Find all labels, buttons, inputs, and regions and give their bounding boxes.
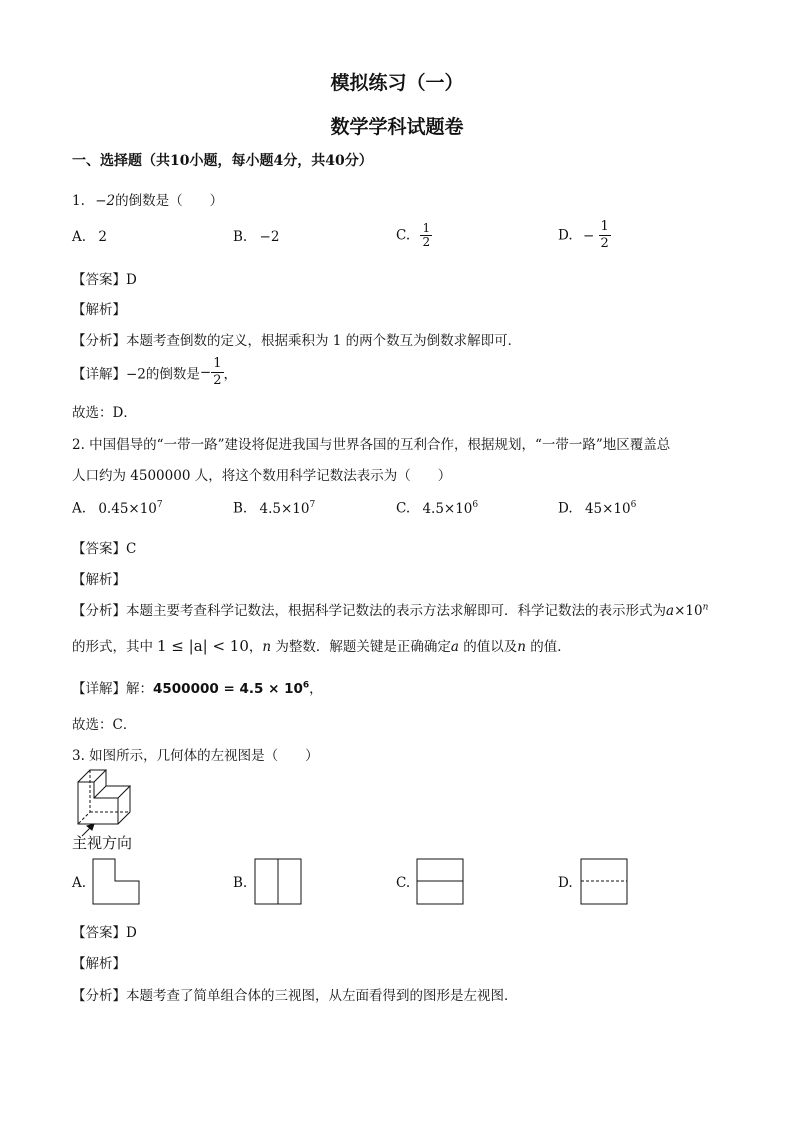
q2-fenxi-text: 本题主要考查科学记数法，根据科学记数法的表示方法求解即可．科学记数法的表示形式为 bbox=[126, 603, 666, 619]
q1-analysis-tag: 【解析】 bbox=[72, 302, 126, 318]
q1-option-d-numerator: 1 bbox=[600, 219, 609, 234]
q1-detail-text: −2的倒数是 bbox=[126, 366, 200, 383]
q1-fenxi bbox=[72, 329, 521, 349]
question-1-stem bbox=[72, 189, 223, 209]
q2-fenxi-form-a: a bbox=[666, 603, 675, 619]
q1-answer-value: D bbox=[126, 272, 137, 288]
q2-detail bbox=[72, 677, 323, 697]
q2-fenxi-line-2-c: 为整数．解题关键是正确确定 bbox=[271, 639, 451, 655]
q1-option-c-label: C. bbox=[396, 227, 411, 244]
solid-top-tall bbox=[78, 770, 106, 782]
q1-option-b[interactable] bbox=[233, 229, 279, 245]
q3-answer bbox=[72, 921, 137, 941]
q2-detail-end: ， bbox=[309, 681, 323, 697]
q3-option-b-figure[interactable] bbox=[254, 858, 304, 906]
question-3-stem: 3. 如图所示，几何体的左视图是（ ） bbox=[72, 748, 319, 764]
q1-detail-end: ， bbox=[223, 366, 237, 383]
q2-option-b[interactable] bbox=[233, 500, 315, 517]
q2-fenxi-n-2: n bbox=[517, 639, 526, 655]
q1-option-b-label: B. bbox=[233, 229, 248, 245]
q3-fenxi-tag: 【分析】 bbox=[72, 988, 126, 1004]
q1-option-d-sign: − bbox=[582, 227, 595, 244]
q1-answer bbox=[72, 268, 137, 288]
q1-detail-sign: − bbox=[199, 364, 212, 381]
q2-option-b-label: B. bbox=[233, 500, 248, 517]
q2-option-d[interactable] bbox=[558, 500, 636, 517]
q3-answer-tag: 【答案】 bbox=[72, 925, 126, 941]
q1-option-d-fraction bbox=[599, 219, 611, 252]
q2-option-a-exp: 7 bbox=[156, 500, 163, 510]
question-2-line-1: 2. 中国倡导的“一带一路”建设将促进我国与世界各国的互利合作，根据规划，“一带一路”地区覆盖总 bbox=[72, 437, 671, 453]
q2-option-c-label: C. bbox=[396, 500, 411, 517]
q1-detail-fraction bbox=[211, 356, 223, 389]
q2-option-c-base: 4.5×10 bbox=[422, 500, 473, 517]
q3-option-c-label[interactable]: C. bbox=[396, 875, 411, 891]
q1-option-c-denominator: 2 bbox=[422, 235, 431, 249]
view-direction-arrow-head bbox=[87, 824, 94, 830]
q1-option-c-numerator: 1 bbox=[422, 221, 431, 235]
solid-hidden-edge-vertical bbox=[78, 770, 90, 824]
q1-detail-tag: 【详解】 bbox=[72, 366, 126, 383]
question-1-value: −2 bbox=[95, 193, 116, 209]
q2-fenxi-line-2-e: 的值． bbox=[525, 639, 571, 655]
q2-fenxi-form-n: n bbox=[702, 602, 709, 613]
q1-detail-denominator: 2 bbox=[213, 373, 222, 388]
q2-fenxi-inequality: 1 ≤ |a| < 10 bbox=[157, 637, 249, 655]
view-direction-label: 主视方向 bbox=[72, 834, 133, 852]
q2-fenxi-line-2-b: ， bbox=[248, 639, 263, 655]
q2-fenxi-line-2-d: 的值以及 bbox=[458, 639, 518, 655]
solid-step-top bbox=[94, 786, 130, 798]
q2-option-d-base: 45×10 bbox=[584, 500, 631, 517]
q1-option-b-value: −2 bbox=[259, 229, 280, 245]
q1-option-c-fraction bbox=[420, 222, 432, 249]
q2-fenxi-form-times: ×10 bbox=[674, 603, 703, 619]
q1-option-d-label: D. bbox=[558, 227, 573, 244]
q1-answer-tag: 【答案】 bbox=[72, 272, 126, 288]
q2-option-a[interactable] bbox=[72, 500, 163, 517]
q2-fenxi-a-2: a bbox=[450, 639, 459, 655]
geometric-solid-figure bbox=[72, 768, 152, 832]
q3-option-a-figure[interactable] bbox=[92, 858, 142, 906]
q1-option-d[interactable] bbox=[558, 219, 611, 252]
q2-option-a-label: A. bbox=[72, 500, 87, 517]
question-1-number: 1. bbox=[72, 193, 85, 209]
q3-option-b-label[interactable]: B. bbox=[233, 875, 248, 891]
q2-answer-value: C bbox=[126, 541, 137, 557]
q2-answer-tag: 【答案】 bbox=[72, 541, 126, 557]
page-subtitle: 数学学科试题卷 bbox=[330, 116, 464, 138]
q3-option-d-label[interactable]: D. bbox=[558, 875, 573, 891]
q1-fenxi-tag: 【分析】 bbox=[72, 333, 126, 349]
q1-detail-numerator: 1 bbox=[213, 356, 222, 371]
q1-option-a[interactable] bbox=[72, 229, 107, 245]
q2-detail-text: 解： bbox=[126, 681, 153, 697]
q2-option-c-exp: 6 bbox=[472, 500, 479, 510]
q1-option-a-label: A. bbox=[72, 229, 87, 245]
q2-answer bbox=[72, 537, 136, 557]
q2-fenxi-tag: 【分析】 bbox=[72, 603, 126, 619]
q1-choose: 故选：D． bbox=[72, 405, 137, 421]
q2-analysis-tag: 【解析】 bbox=[72, 572, 126, 588]
q3-fenxi-text: 本题考查了简单组合体的三视图，从左面看得到的图形是左视图． bbox=[126, 988, 518, 1004]
q1-fenxi-text: 本题考查倒数的定义，根据乘积为 1 的两个数互为倒数求解即可． bbox=[126, 333, 522, 349]
question-2-line-2: 人口约为 4500000 人，将这个数用科学记数法表示为（ ） bbox=[72, 468, 452, 484]
q3-analysis-tag: 【解析】 bbox=[72, 956, 126, 972]
q2-option-c[interactable] bbox=[396, 500, 478, 517]
q2-detail-expression: 4500000 = 4.5 × 10 bbox=[153, 681, 303, 697]
q2-fenxi-line-1 bbox=[72, 599, 708, 619]
question-1-text: 的倒数是（ ） bbox=[115, 193, 224, 209]
q1-option-c[interactable] bbox=[396, 222, 432, 249]
q2-option-b-exp: 7 bbox=[309, 500, 316, 510]
section-heading: 一、选择题（共10小题，每小题4分，共40分） bbox=[72, 153, 373, 169]
q1-detail bbox=[72, 356, 237, 389]
q2-fenxi-line-2 bbox=[72, 635, 571, 655]
q1-option-d-denominator: 2 bbox=[600, 236, 609, 251]
q1-option-a-value: 2 bbox=[98, 229, 107, 245]
q3-option-c-figure[interactable] bbox=[416, 858, 466, 906]
q2-detail-tag: 【详解】 bbox=[72, 681, 126, 697]
q2-fenxi-line-2-a: 的形式，其中 bbox=[72, 639, 153, 655]
q2-option-d-exp: 6 bbox=[630, 500, 637, 510]
q2-option-b-base: 4.5×10 bbox=[259, 500, 310, 517]
page-title: 模拟练习（一） bbox=[330, 72, 464, 94]
q2-option-d-label: D. bbox=[558, 500, 573, 517]
q3-fenxi bbox=[72, 984, 518, 1004]
q2-option-a-base: 0.45×10 bbox=[98, 500, 157, 517]
q2-choose: 故选：C． bbox=[72, 717, 137, 733]
q3-option-d-figure[interactable] bbox=[580, 858, 630, 906]
q2-detail-exponent: 6 bbox=[302, 680, 310, 691]
q3-option-a-label[interactable]: A. bbox=[72, 875, 87, 891]
q3-answer-value: D bbox=[126, 925, 137, 941]
q2-fenxi-n-1: n bbox=[262, 639, 272, 655]
